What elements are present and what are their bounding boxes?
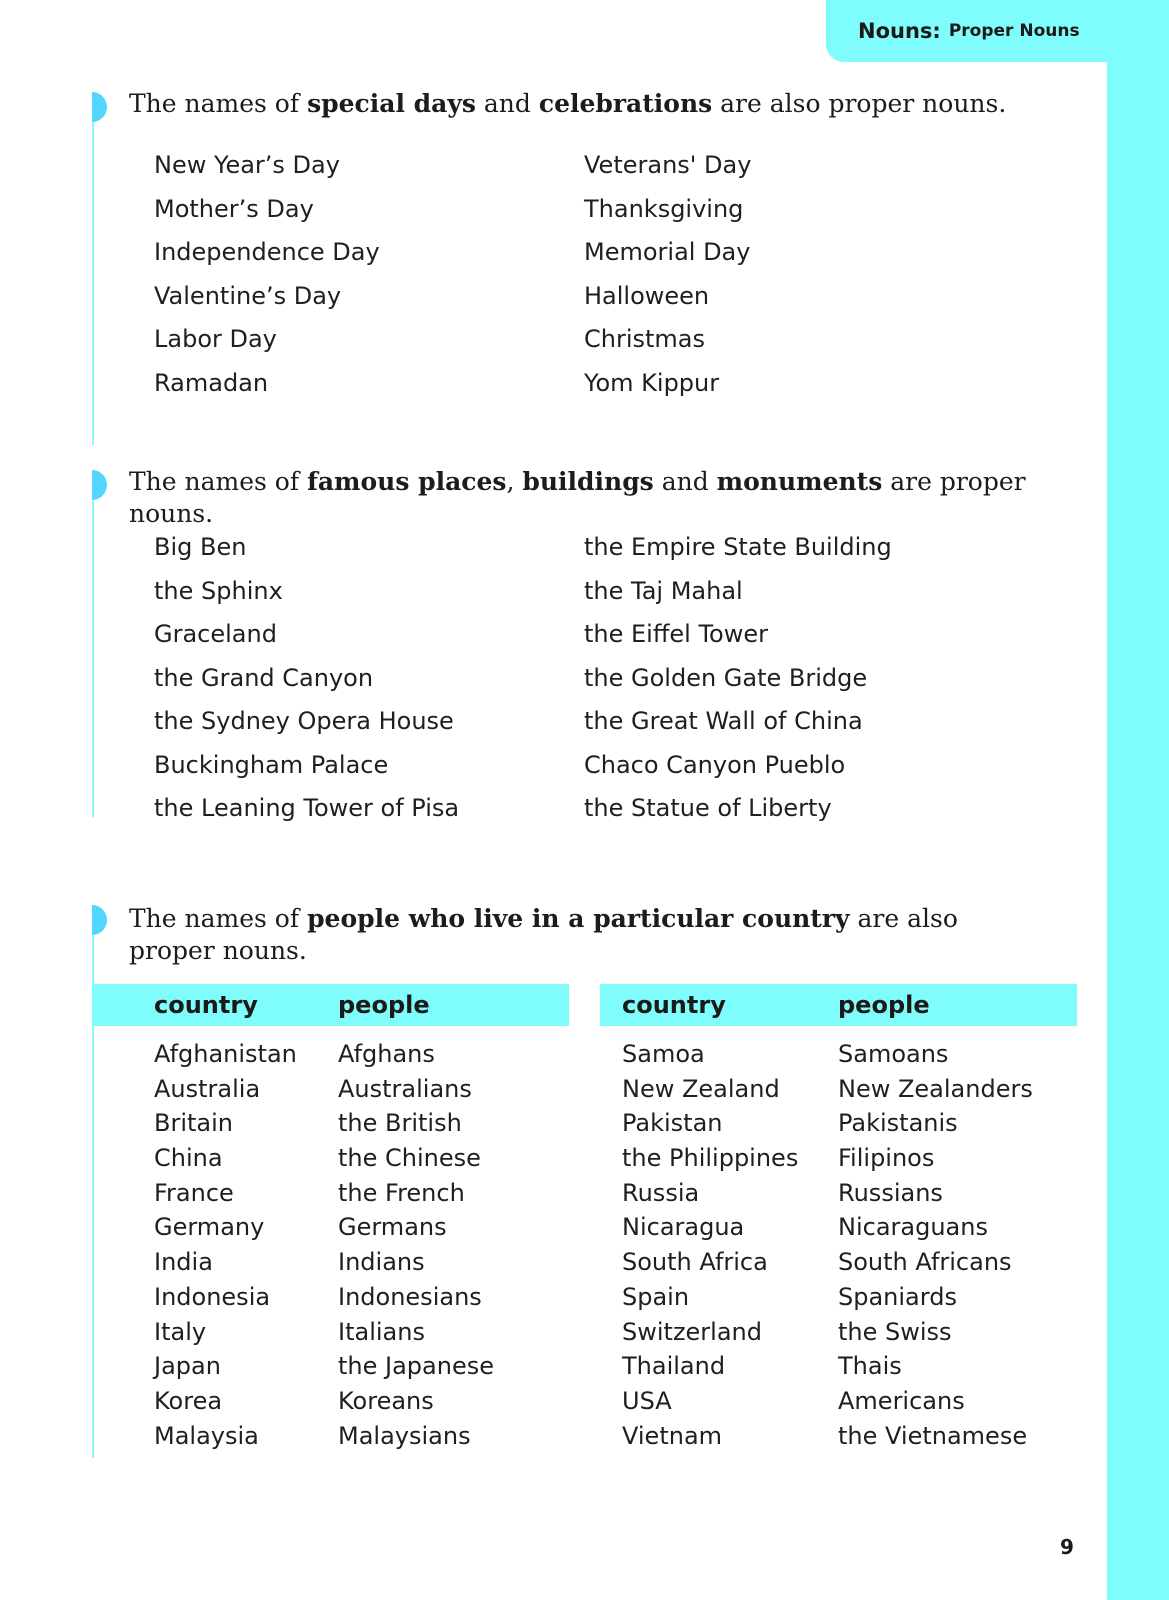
table1-header-country: country <box>154 991 258 1019</box>
list-item: the Eiffel Tower <box>584 620 768 648</box>
list-places-left <box>154 526 459 831</box>
table2-country-column <box>622 1037 798 1453</box>
bullet-people <box>92 905 107 935</box>
list-item: Russians <box>838 1178 943 1207</box>
list-item: the Golden Gate Bridge <box>584 663 868 692</box>
list-item: Filipinos <box>838 1144 935 1173</box>
list-item: Germans <box>338 1213 447 1242</box>
list-item: the Sydney Opera House <box>154 707 454 735</box>
list-item: New Zealand <box>622 1074 780 1103</box>
list-item: Samoans <box>838 1040 949 1068</box>
intro-text: The names of <box>129 904 308 933</box>
intro-people <box>129 903 1029 967</box>
intro-text: are also proper nouns. <box>129 904 958 965</box>
list-item: Pakistanis <box>838 1109 958 1138</box>
intro-text: are proper nouns. <box>129 467 1026 528</box>
list-item: Mother’s Day <box>154 194 314 223</box>
table1-country-column <box>154 1037 297 1453</box>
list-item: Thailand <box>622 1352 726 1381</box>
bullet-days <box>92 92 107 122</box>
chapter-header-tab <box>826 0 1107 62</box>
list-item: Pakistan <box>622 1109 723 1138</box>
list-item: Halloween <box>584 281 710 310</box>
list-item: Germany <box>154 1213 265 1242</box>
list-item: Spaniards <box>838 1282 957 1311</box>
list-item: the Taj Mahal <box>584 576 743 605</box>
list-places-right <box>584 526 892 831</box>
intro-emphasis: special days <box>307 89 476 118</box>
list-item: Chaco Canyon Pueblo <box>584 750 846 779</box>
chapter-subtitle: Proper Nouns <box>948 21 1080 41</box>
list-item: Indonesians <box>338 1282 482 1311</box>
list-item: the British <box>338 1109 462 1138</box>
list-item: Americans <box>838 1386 965 1415</box>
intro-days <box>129 88 1089 120</box>
list-item: Valentine’s Day <box>154 281 342 310</box>
list-item: South Africans <box>838 1248 1012 1277</box>
list-item: the French <box>338 1178 465 1207</box>
list-item: South Africa <box>622 1248 768 1277</box>
list-item: Thais <box>838 1352 902 1381</box>
intro-emphasis: buildings <box>522 467 654 496</box>
section-rule-days <box>92 92 94 445</box>
table1-header-people: people <box>338 991 430 1019</box>
page-number: 9 <box>1060 1535 1074 1559</box>
chapter-title: Nouns: <box>858 19 941 43</box>
table2-header-country: country <box>622 991 726 1019</box>
list-item: Nicaraguans <box>838 1213 988 1242</box>
list-item: New Zealanders <box>838 1074 1033 1103</box>
list-days-left <box>154 144 380 405</box>
list-item: Australia <box>154 1074 261 1103</box>
list-item: the Great Wall of China <box>584 707 863 735</box>
list-item: Big Ben <box>154 533 247 561</box>
list-item: Australians <box>338 1074 472 1103</box>
list-item: the Leaning Tower of Pisa <box>154 794 460 822</box>
list-item: Vietnam <box>622 1421 723 1450</box>
list-item: Malaysia <box>154 1421 259 1450</box>
list-item: Christmas <box>584 325 706 353</box>
intro-places <box>129 466 1089 530</box>
list-item: Korea <box>154 1386 223 1415</box>
list-item: New Year’s Day <box>154 151 340 179</box>
bullet-places <box>92 470 107 500</box>
list-item: Indonesia <box>154 1282 271 1311</box>
list-item: Italy <box>154 1317 207 1346</box>
list-item: Russia <box>622 1178 700 1207</box>
list-item: Italians <box>338 1317 425 1346</box>
table1-people-column <box>338 1037 494 1453</box>
table2-header-people: people <box>838 991 930 1019</box>
list-item: Afghans <box>338 1040 435 1068</box>
list-item: the Swiss <box>838 1317 952 1346</box>
intro-text: are also proper nouns. <box>712 89 1007 118</box>
intro-text: and <box>653 467 717 496</box>
list-item: the Statue of Liberty <box>584 794 832 822</box>
list-item: the Vietnamese <box>838 1421 1028 1450</box>
list-item: Indians <box>338 1248 425 1277</box>
list-item: Malaysians <box>338 1421 471 1450</box>
list-item: China <box>154 1144 223 1173</box>
list-item: Britain <box>154 1109 233 1138</box>
list-item: India <box>154 1248 213 1277</box>
list-item: Switzerland <box>622 1317 762 1346</box>
list-item: the Philippines <box>622 1144 799 1173</box>
list-item: Thanksgiving <box>584 194 744 223</box>
list-item: USA <box>622 1386 672 1415</box>
list-item: Ramadan <box>154 368 269 397</box>
table2-header <box>600 984 1077 1026</box>
intro-text: , <box>506 467 523 496</box>
table1-header <box>92 984 569 1026</box>
intro-text: and <box>475 89 539 118</box>
table2-people-column <box>838 1037 1033 1453</box>
intro-text: The names of <box>129 89 308 118</box>
list-item: France <box>154 1178 234 1207</box>
intro-text: The names of <box>129 467 308 496</box>
intro-emphasis: celebrations <box>538 89 713 118</box>
list-item: Afghanistan <box>154 1040 297 1068</box>
intro-emphasis: monuments <box>716 467 883 496</box>
section-rule-places <box>92 470 94 817</box>
list-item: Japan <box>154 1352 221 1381</box>
list-item: the Chinese <box>338 1144 481 1173</box>
side-color-band <box>1107 0 1169 1600</box>
intro-emphasis: famous places <box>307 467 507 496</box>
intro-emphasis: people who live in a particular country <box>307 904 850 933</box>
list-item: Veterans' Day <box>584 151 752 179</box>
list-item: the Japanese <box>338 1352 494 1381</box>
list-days-right <box>584 144 751 405</box>
list-item: Buckingham Palace <box>154 750 389 779</box>
list-item: Nicaragua <box>622 1213 745 1242</box>
list-item: Memorial Day <box>584 238 751 266</box>
list-item: the Empire State Building <box>584 533 892 561</box>
list-item: Graceland <box>154 620 277 648</box>
list-item: Spain <box>622 1282 690 1311</box>
list-item: the Sphinx <box>154 576 283 605</box>
list-item: Koreans <box>338 1386 434 1415</box>
list-item: Independence Day <box>154 238 380 266</box>
list-item: Yom Kippur <box>584 368 720 397</box>
list-item: Labor Day <box>154 325 277 353</box>
list-item: the Grand Canyon <box>154 663 374 692</box>
list-item: Samoa <box>622 1040 705 1068</box>
